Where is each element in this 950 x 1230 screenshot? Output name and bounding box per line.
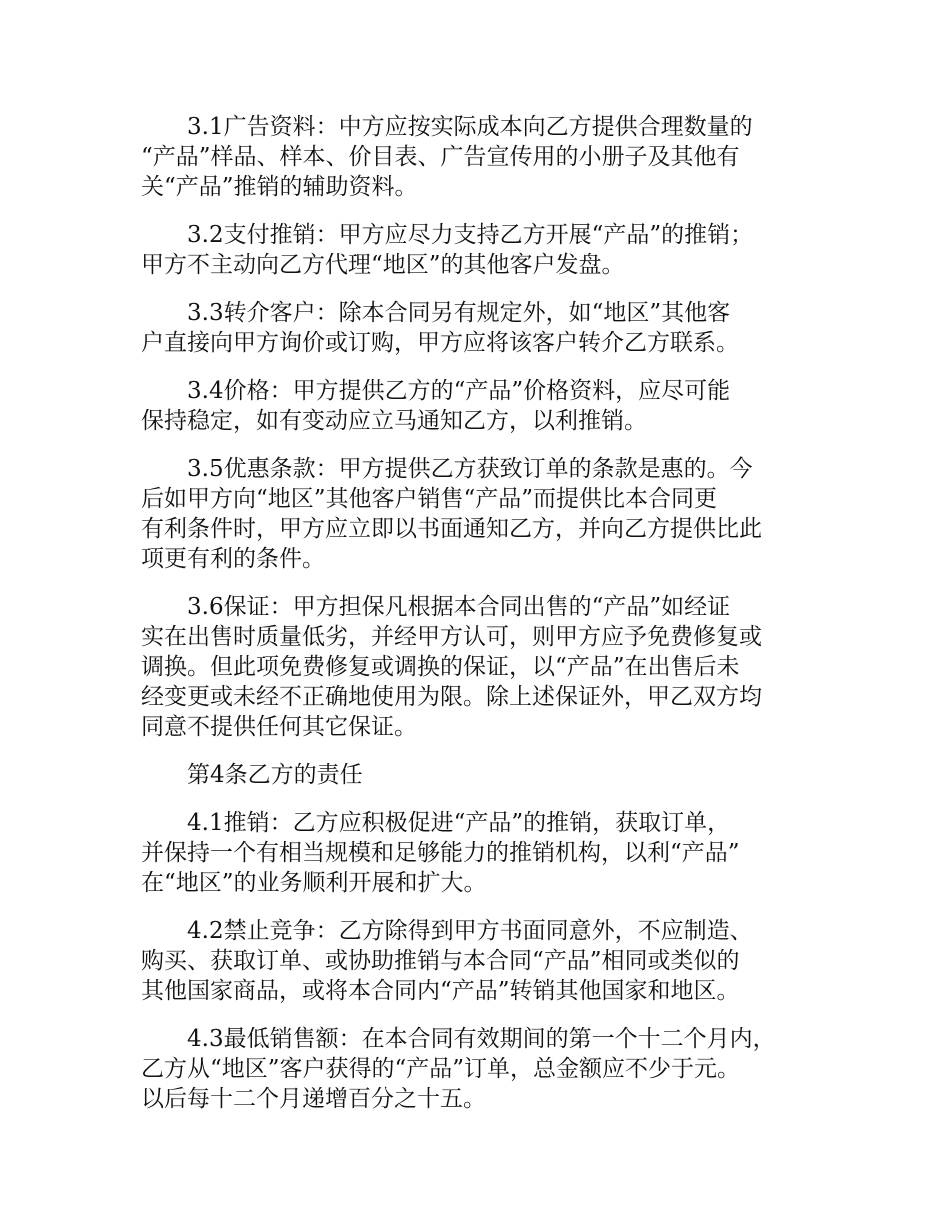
- document-page: [141, 112, 841, 1132]
- paragraph-4-1: 4.1推销：乙方应积极促进“产品”的推销，获取订单， 并保持一个有相当规模和足够能力的推销机构，以利“产品” 在“地区”的业务顺利开展和扩大。: [141, 810, 740, 896]
- paragraph-3-4: 3.4价格：甲方提供乙方的“产品”价格资料，应尽可能 保持稳定，如有变动应立马通知乙方，以利推销。: [141, 378, 731, 434]
- paragraph-4-2: 4.2禁止竞争：乙方除得到甲方书面同意外，不应制造、 购买、获取订单、或协助推销与本合同“产品”相同或类似的 其他国家商品，或将本合同内“产品”转销其他国家和地区。: [141, 918, 753, 1004]
- section-heading-article-4: 第4条乙方的责任: [187, 762, 363, 788]
- paragraph-3-2: 3.2支付推销：甲方应尽力支持乙方开展“产品”的推销； 甲方不主动向乙方代理“地区”的其他客户发盘。: [141, 222, 754, 278]
- paragraph-4-3: 4.3最低销售额：在本合同有效期间的第一个十二个月内， 乙方从“地区”客户获得的“产品”订单，总金额应不少于元。 以后每十二个月递增百分之十五。: [141, 1026, 776, 1112]
- paragraph-3-3: 3.3转介客户：除本合同另有规定外，如“地区”其他客 户直接向甲方询价或订购，甲方应将该客户转介乙方联系。: [141, 300, 739, 356]
- paragraph-3-6: 3.6保证：甲方担保凡根据本合同出售的“产品”如经证 实在出售时质量低劣，并经甲方认可，则甲方应予免费修复或 调换。但此项免费修复或调换的保证，以“产品”在出售后未 经变更或未经不正确地使用为限。除上述保证外，甲乙双方均 同意不提供任何其它保证。: [141, 594, 762, 740]
- paragraph-3-1: 3.1广告资料：中方应按实际成本向乙方提供合理数量的 “产品”样品、样本、价目表、广告宣传用的小册子及其他有 关“产品”推销的辅助资料。: [141, 114, 753, 200]
- paragraph-3-5: 3.5优惠条款：甲方提供乙方获致订单的条款是惠的。今 后如甲方向“地区”其他客户销售“产品”而提供比本合同更 有利条件时，甲方应立即以书面通知乙方，并向乙方提供比此 项更有利的条件。: [141, 456, 762, 572]
